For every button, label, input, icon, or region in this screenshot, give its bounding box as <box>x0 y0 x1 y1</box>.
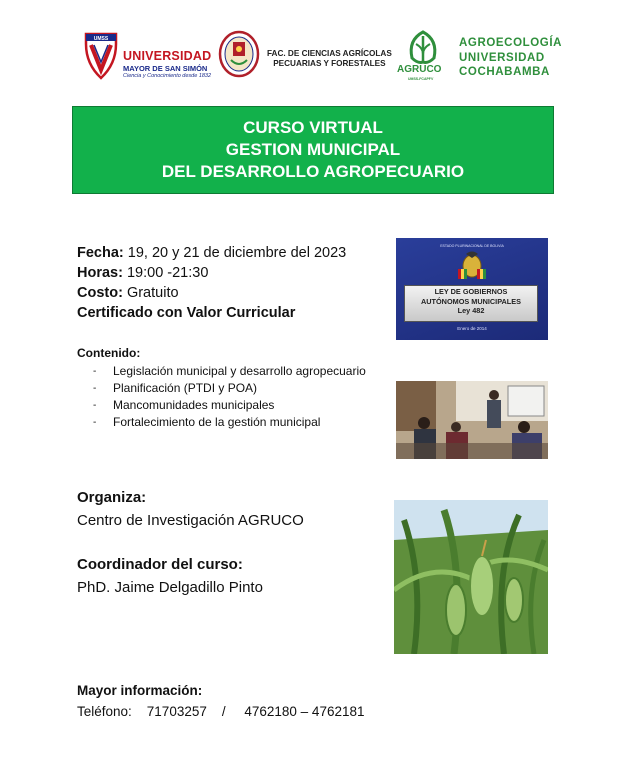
law-line2: AUTÓNOMOS MUNICIPALES <box>421 297 521 306</box>
course-title-banner <box>72 106 554 194</box>
agro-line2: UNIVERSIDAD <box>459 51 545 64</box>
agruco-tiny-text: UMSS-FCAPFV <box>408 77 434 81</box>
banner-line3: DEL DESARROLLO AGROPECUARIO <box>161 161 465 181</box>
umss-name: UNIVERSIDAD <box>123 49 212 63</box>
faculty-name <box>267 49 392 69</box>
info-label: Mayor información: <box>77 683 203 698</box>
classroom-photo <box>396 381 548 459</box>
fecha-row <box>77 243 346 263</box>
list-item: - Fortalecimiento de la gestión municipal <box>93 414 373 431</box>
agro-line1: AGROECOLOGÍA <box>459 37 563 49</box>
agro-line3: COCHABAMBA <box>459 66 550 79</box>
horas-row <box>77 263 346 283</box>
list-item: - Planificación (PTDI y POA) <box>93 380 373 397</box>
list-item: - Mancomunidades municipales <box>93 397 373 414</box>
costo-row <box>77 283 346 303</box>
law-date: Enero de 2014 <box>457 326 487 331</box>
law-top-text: ESTADO PLURINACIONAL DE BOLIVIA <box>440 244 504 248</box>
law-line1: LEY DE GOBIERNOS <box>434 287 508 296</box>
agruco-wordmark: AGRUCO <box>397 64 442 75</box>
organiza-label: Organiza: <box>77 489 147 506</box>
certificado-text: Certificado con Valor Curricular <box>77 305 296 321</box>
umss-wordmark <box>123 50 211 80</box>
umss-badge-text: UMSS <box>93 36 109 42</box>
event-details <box>77 243 346 323</box>
content-title: Contenido: <box>77 346 141 360</box>
bolivia-coat-of-arms-icon <box>454 249 490 281</box>
info-phones: Teléfono: 71703257 / 4762180 – 4762181 <box>77 704 365 719</box>
list-item: - Legislación municipal y desarrollo agropecuario <box>93 363 373 380</box>
organiza-value: Centro de Investigación AGRUCO <box>77 512 304 529</box>
horas-label: Horas: <box>77 265 123 281</box>
law-title-plaque <box>404 285 538 322</box>
fecha-label: Fecha: <box>77 245 124 261</box>
faculty-line2: PECUARIAS Y FORESTALES <box>273 58 386 68</box>
faculty-seal-logo <box>218 30 260 78</box>
fecha-value: 19, 20 y 21 de diciembre del 2023 <box>127 245 347 261</box>
costo-label: Costo: <box>77 285 123 301</box>
horas-value: 19:00 -21:30 <box>126 265 209 281</box>
banner-line1: CURSO VIRTUAL <box>243 118 383 138</box>
banner-line2: GESTION MUNICIPAL <box>225 140 401 160</box>
law-line3: Ley 482 <box>457 306 485 315</box>
coordinador-value: PhD. Jaime Delgadillo Pinto <box>77 579 263 596</box>
content-list <box>93 363 373 431</box>
law-cover-photo <box>396 238 548 340</box>
costo-value: Gratuito <box>126 285 179 301</box>
coordinador-label: Coordinador del curso: <box>77 556 243 573</box>
faculty-line1: FAC. DE CIENCIAS AGRÍCOLAS <box>267 49 392 58</box>
corn-field-photo <box>394 500 548 654</box>
umss-motto: Ciencia y Conocimiento desde 1832 <box>123 73 212 79</box>
agroecologia-wordmark <box>459 36 562 80</box>
umss-subtitle: MAYOR DE SAN SIMÓN <box>123 63 208 73</box>
certificado-row <box>77 303 346 323</box>
umss-shield-logo <box>84 30 118 80</box>
